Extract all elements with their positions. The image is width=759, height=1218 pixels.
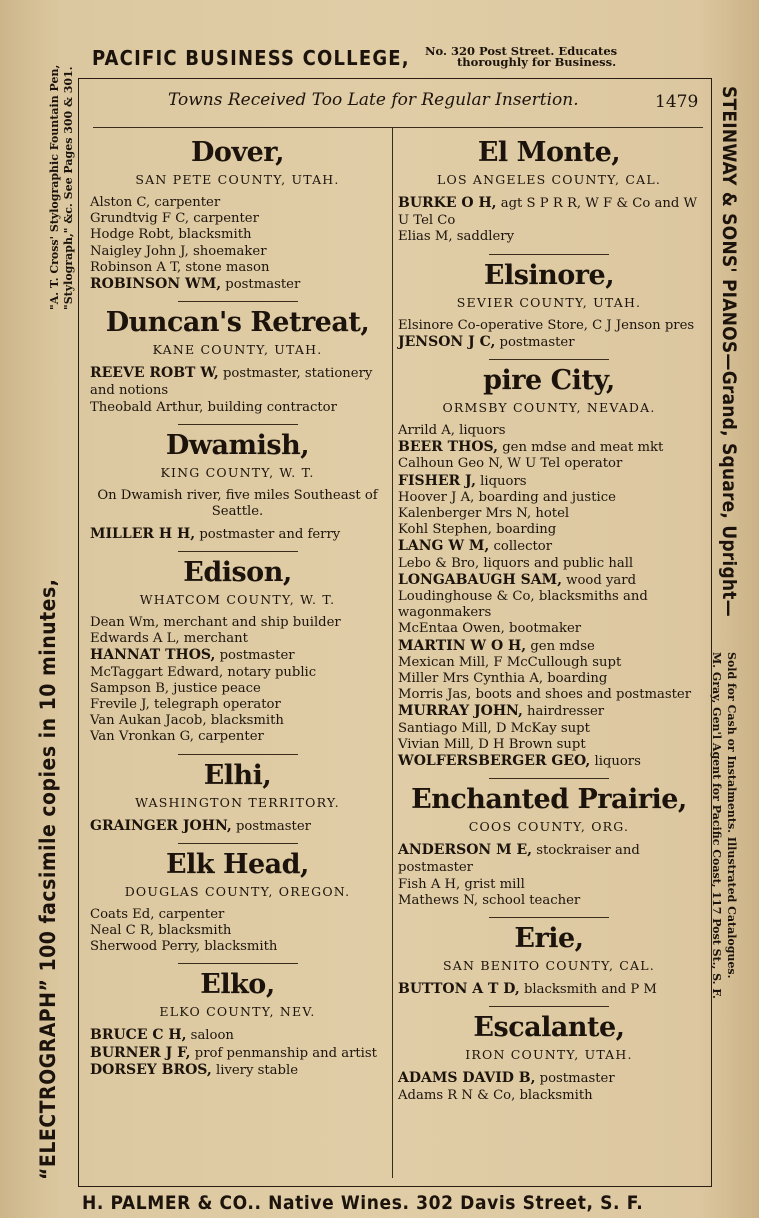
- right-ad-small-line-2: M. Gray, Gen'l Agent for Pacific Coast, 117 Post St., S. F.: [710, 652, 723, 999]
- entry-row: [398, 1070, 700, 1087]
- county-label: ELKO COUNTY, NEV.: [159, 1004, 316, 1020]
- town-name: Edison,: [183, 557, 292, 589]
- entry-row: [90, 1062, 385, 1079]
- town-name: El Monte,: [477, 137, 621, 168]
- town-listing: [398, 366, 700, 415]
- county-label: LOS ANGELES COUNTY, CAL.: [437, 172, 661, 187]
- entry-name-bold: BEER THOS,: [398, 439, 499, 456]
- entry-list: [398, 318, 700, 351]
- top-advertisement: [92, 44, 712, 78]
- town-separator: [489, 778, 609, 779]
- entry-row: Frevile J, telegraph operator: [90, 697, 281, 713]
- entry-row: [398, 638, 700, 655]
- county-label: DOUGLAS COUNTY, OREGON.: [124, 883, 351, 899]
- entry-description: blacksmith and P M: [519, 982, 657, 998]
- header-divider: [93, 127, 703, 128]
- entry-list: [90, 526, 385, 543]
- left-ad-small-line-1: "A. T. Cross' Stylographic Fountain Pen,: [48, 64, 61, 310]
- town-name: Escalante,: [473, 1012, 625, 1044]
- entry-row: Kohl Stephen, boarding: [398, 522, 557, 538]
- town-separator: [489, 359, 609, 360]
- town-name: Dover,: [191, 137, 284, 168]
- entry-row: Neal C R, blacksmith: [90, 923, 232, 939]
- entry-description: gen mdse: [526, 638, 595, 654]
- entry-description: hairdresser: [522, 704, 605, 720]
- town-name: Duncan's Retreat,: [105, 307, 370, 339]
- town-separator: [489, 254, 609, 255]
- top-ad-details: [425, 46, 617, 68]
- entry-description: prof penmanship and artist: [190, 1045, 377, 1061]
- entry-description: postmaster: [495, 334, 575, 350]
- town-name: Elsinore,: [483, 259, 615, 291]
- town-listing: [90, 970, 385, 1019]
- entry-list: [398, 981, 700, 998]
- entry-name-bold: LANG W M,: [398, 538, 490, 555]
- right-advertisement: STEINWAY & SONS' PIANOS—Grand, Square, Upright—: [718, 86, 740, 617]
- entry-description: livery stable: [211, 1062, 299, 1078]
- entry-row: [398, 473, 700, 490]
- right-column: [398, 132, 700, 1104]
- entry-name-bold: BRUCE C H,: [90, 1027, 187, 1044]
- entry-list: [90, 365, 385, 416]
- entry-description: saloon: [186, 1028, 234, 1044]
- entry-description: agt S P R R, W F & Co and W U Tel Co: [398, 196, 698, 229]
- entry-row: [398, 538, 700, 555]
- town-listing: [398, 1013, 700, 1062]
- entry-description: gen mdse and meat mkt: [498, 440, 664, 456]
- town-listing: [90, 138, 385, 187]
- entry-row: Theobald Arthur, building contractor: [90, 399, 337, 415]
- entry-list: [398, 195, 700, 246]
- entry-row: Calhoun Geo N, W U Tel operator: [398, 456, 623, 472]
- entry-row: [90, 276, 385, 293]
- entry-description: stockraiser and postmaster: [398, 843, 640, 876]
- entry-row: Dean Wm, merchant and ship builder: [90, 615, 341, 631]
- bottom-advertisement: H. PALMER & CO.. Native Wines. 302 Davis Street, S. F.: [82, 1192, 644, 1214]
- town-separator: [178, 424, 298, 425]
- entry-name-bold: BURKE O H,: [398, 195, 497, 211]
- entry-description: liquors: [475, 473, 527, 489]
- entry-row: Hoover J A, boarding and justice: [398, 489, 616, 505]
- entry-list: [90, 907, 385, 956]
- entry-row: [398, 334, 700, 351]
- entry-name-bold: ROBINSON WM,: [90, 276, 222, 293]
- entry-list: [90, 1027, 385, 1079]
- entry-row: Loudinghouse & Co, blacksmiths and wagonmakers: [398, 589, 648, 621]
- right-advertisement-small: [709, 652, 739, 999]
- left-ad-small-line-2: "Stylograph," &c. See Pages 300 & 301.: [62, 66, 75, 310]
- right-ad-small-line-1: Sold for Cash or Instalments. Illustrated Catalogues.: [725, 652, 738, 979]
- town-name: Dwamish,: [165, 429, 310, 461]
- page-header-title: Towns Received Too Late for Regular Insertion.: [168, 90, 579, 110]
- entry-description: postmaster and ferry: [195, 526, 341, 542]
- entry-name-bold: MARTIN W O H,: [398, 637, 527, 654]
- entry-name-bold: REEVE ROBT W,: [90, 365, 219, 382]
- town-separator: [178, 963, 298, 964]
- entry-row: Arrild A, liquors: [398, 423, 506, 439]
- entry-row: [398, 981, 700, 998]
- left-column: [90, 132, 385, 1079]
- town-separator: [489, 917, 609, 918]
- town-separator: [489, 1006, 609, 1007]
- entry-name-bold: LONGABAUGH SAM,: [398, 571, 562, 588]
- entry-row: Mathews N, school teacher: [398, 892, 581, 908]
- entry-row: Van Vronkan G, carpenter: [90, 729, 264, 745]
- county-label: WHATCOM COUNTY, W. T.: [139, 592, 336, 608]
- entry-name-bold: BURNER J F,: [90, 1044, 191, 1061]
- entry-list: [398, 842, 700, 909]
- town-name: Elhi,: [203, 759, 272, 791]
- entry-description: collector: [489, 539, 552, 555]
- town-listing: [90, 431, 385, 520]
- entry-row: Lebo & Bro, liquors and public hall: [398, 555, 634, 571]
- town-separator: [178, 301, 298, 302]
- left-advertisement-small: [48, 65, 76, 310]
- entry-row: Kalenberger Mrs N, hotel: [398, 506, 570, 522]
- town-note: On Dwamish river, five miles Southeast of Seattle.: [97, 487, 378, 519]
- entry-description: postmaster: [221, 277, 301, 293]
- entry-row: Fish A H, grist mill: [398, 876, 525, 892]
- town-listing: [90, 558, 385, 607]
- entry-row: Grundtvig F C, carpenter: [90, 211, 259, 227]
- entry-description: liquors: [590, 754, 641, 770]
- entry-description: postmaster, stationery and notions: [90, 366, 373, 399]
- left-advertisement: “ELECTROGRAPH” 100 facsimile copies in 10 minutes,: [36, 578, 60, 1180]
- town-listing: [90, 761, 385, 810]
- entry-name-bold: BUTTON A T D,: [398, 981, 520, 998]
- entry-row: [90, 1045, 385, 1062]
- town-listing: [398, 138, 700, 187]
- entry-list: [90, 615, 385, 746]
- entry-row: Morris Jas, boots and shoes and postmaster: [398, 687, 692, 703]
- entry-name-bold: FISHER J,: [398, 472, 476, 489]
- entry-row: [90, 1027, 385, 1044]
- county-label: WASHINGTON TERRITORY.: [135, 794, 340, 810]
- town-listing: [398, 924, 700, 973]
- entry-row: Naigley John J, shoemaker: [90, 243, 267, 259]
- town-name: Erie,: [514, 923, 584, 955]
- entry-row: [90, 818, 385, 835]
- town-listing: [398, 785, 700, 834]
- entry-row: Coats Ed, carpenter: [90, 906, 225, 922]
- entry-description: postmaster: [535, 1071, 615, 1087]
- column-divider: [392, 128, 393, 1178]
- entry-row: Vivian Mill, D H Brown supt: [398, 736, 586, 752]
- top-ad-line-1: No. 320 Post Street. Educates: [425, 44, 618, 58]
- entry-row: Sampson B, justice peace: [90, 680, 261, 696]
- town-listing: [398, 261, 700, 310]
- county-label: ORMSBY COUNTY, NEVADA.: [442, 400, 656, 416]
- top-ad-title: PACIFIC BUSINESS COLLEGE,: [92, 46, 410, 70]
- entry-row: Robinson A T, stone mason: [90, 259, 270, 275]
- top-ad-line-2: thoroughly for Business.: [457, 55, 617, 69]
- county-label: COOS COUNTY, ORG.: [468, 819, 630, 835]
- town-name: Enchanted Prairie,: [411, 784, 687, 816]
- entry-name-bold: WOLFERSBERGER GEO,: [398, 753, 591, 770]
- entry-row: [398, 753, 700, 770]
- town-listing: [90, 308, 385, 357]
- county-label: KING COUNTY, W. T.: [160, 464, 315, 480]
- entry-list: [90, 195, 385, 293]
- entry-list: [90, 818, 385, 835]
- entry-row: Elsinore Co-operative Store, C J Jenson pres: [398, 317, 695, 333]
- county-label: IRON COUNTY, UTAH.: [465, 1047, 633, 1063]
- county-label: SEVIER COUNTY, UTAH.: [456, 294, 642, 310]
- county-label: SAN BENITO COUNTY, CAL.: [443, 958, 655, 974]
- town-separator: [178, 551, 298, 552]
- entry-row: [398, 572, 700, 589]
- town-separator: [178, 754, 298, 755]
- county-label: SAN PETE COUNTY, UTAH.: [135, 172, 340, 187]
- entry-name-bold: JENSON J C,: [398, 333, 496, 350]
- entry-row: [398, 195, 700, 229]
- entry-row: McEntaa Owen, bootmaker: [398, 621, 582, 637]
- entry-row: McTaggart Edward, notary public: [90, 664, 317, 680]
- entry-row: [398, 703, 700, 720]
- entry-name-bold: MILLER H H,: [90, 525, 196, 542]
- entry-row: Hodge Robt, blacksmith: [90, 227, 252, 243]
- entry-name-bold: DORSEY BROS,: [90, 1061, 212, 1078]
- page-number: 1479: [655, 92, 699, 112]
- town-listing: [90, 850, 385, 899]
- entry-description: postmaster: [215, 648, 295, 664]
- entry-name-bold: ADAMS DAVID B,: [398, 1070, 536, 1087]
- entry-description: postmaster: [231, 818, 311, 834]
- entry-row: Alston C, carpenter: [90, 195, 221, 210]
- entry-row: [90, 647, 385, 664]
- entry-row: Miller Mrs Cynthia A, boarding: [398, 671, 608, 687]
- entry-name-bold: HANNAT THOS,: [90, 647, 216, 664]
- entry-row: Elias M, saddlery: [398, 229, 515, 245]
- town-name: Elko,: [200, 969, 275, 1001]
- entry-row: Edwards A L, merchant: [90, 631, 248, 647]
- entry-row: [90, 365, 385, 399]
- entry-name-bold: ANDERSON M E,: [398, 842, 532, 859]
- town-name: Elk Head,: [166, 848, 309, 880]
- entry-row: Santiago Mill, D McKay supt: [398, 720, 590, 736]
- county-label: KANE COUNTY, UTAH.: [152, 342, 323, 358]
- entry-row: [398, 439, 700, 456]
- entry-row: [398, 842, 700, 876]
- entry-list: [398, 423, 700, 770]
- entry-description: wood yard: [561, 572, 637, 588]
- town-separator: [178, 843, 298, 844]
- entry-list: [398, 1070, 700, 1103]
- entry-row: [90, 526, 385, 543]
- entry-row: Mexican Mill, F McCullough supt: [398, 654, 622, 670]
- entry-row: Adams R N & Co, blacksmith: [398, 1087, 593, 1103]
- entry-name-bold: GRAINGER JOHN,: [90, 817, 232, 834]
- entry-name-bold: MURRAY JOHN,: [398, 703, 523, 720]
- entry-row: Sherwood Perry, blacksmith: [90, 939, 278, 955]
- town-name: pire City,: [483, 365, 615, 397]
- entry-row: Van Aukan Jacob, blacksmith: [90, 713, 284, 729]
